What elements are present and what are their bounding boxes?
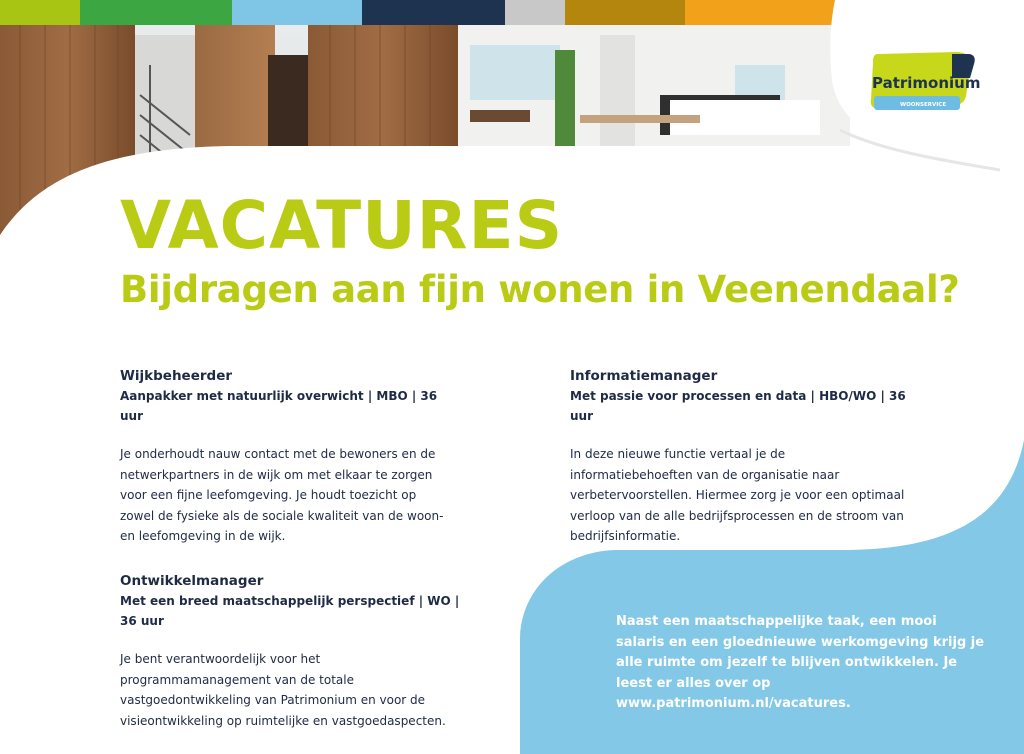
job-listing-informatiemanager xyxy=(570,366,910,547)
job-description: Je onderhoudt nauw contact met de bewoners en de netwerkpartners in de wijk om met elkaar te zorgen voor een fijne leefomgeving. Je houdt toezicht op zowel de fysieke als de sociale kwaliteit van de woon- en leefomgeving in de wijk. xyxy=(120,447,444,543)
job-title: Wijkbeheerder xyxy=(120,368,233,384)
job-title: Informatiemanager xyxy=(570,368,718,384)
job-meta: Aanpakker met natuurlijk overwicht | MBO | 36 uur xyxy=(120,389,438,423)
job-meta: Met passie voor processen en data | HBO/WO | 36 uur xyxy=(570,389,906,423)
promo-text xyxy=(616,612,986,715)
job-listing-ontwikkelmanager xyxy=(120,571,465,731)
job-listing-wijkbeheerder xyxy=(120,366,450,547)
patrimonium-logo xyxy=(868,50,980,114)
promo-body: Naast een maatschappelijke taak, een mooi salaris en een gloednieuwe werkomgeving krijg je alle ruimte om jezelf te blijven ontwikkelen. Je leest er alles over op xyxy=(616,614,985,691)
page-subtitle: Bijdragen aan fijn wonen in Veenendaal? xyxy=(120,268,960,311)
job-description: Je bent verantwoordelijk voor het programmamanagement van de totale vastgoedontwikkeling van Patrimonium en voor de visieontwikkeling op ruimtelijke en vastgoedaspecten. xyxy=(120,652,446,728)
page-title: VACATURES xyxy=(120,187,564,264)
job-title: Ontwikkelmanager xyxy=(120,573,264,589)
svg-text:Patrimonium: Patrimonium xyxy=(872,74,980,92)
job-description: In deze nieuwe functie vertaal je de informatiebehoeften van de organisatie naar verbetervoorstellen. Hiermee zorg je voor een optimaal verloop van de alle bedrijfsprocessen en de stroom van bedrijfsinformatie. xyxy=(570,447,905,543)
vacatures-link[interactable]: www.patrimonium.nl/vacatures. xyxy=(616,696,851,711)
job-meta: Met een breed maatschappelijk perspectief | WO | 36 uur xyxy=(120,594,460,628)
svg-text:WOONSERVICE: WOONSERVICE xyxy=(900,102,947,108)
